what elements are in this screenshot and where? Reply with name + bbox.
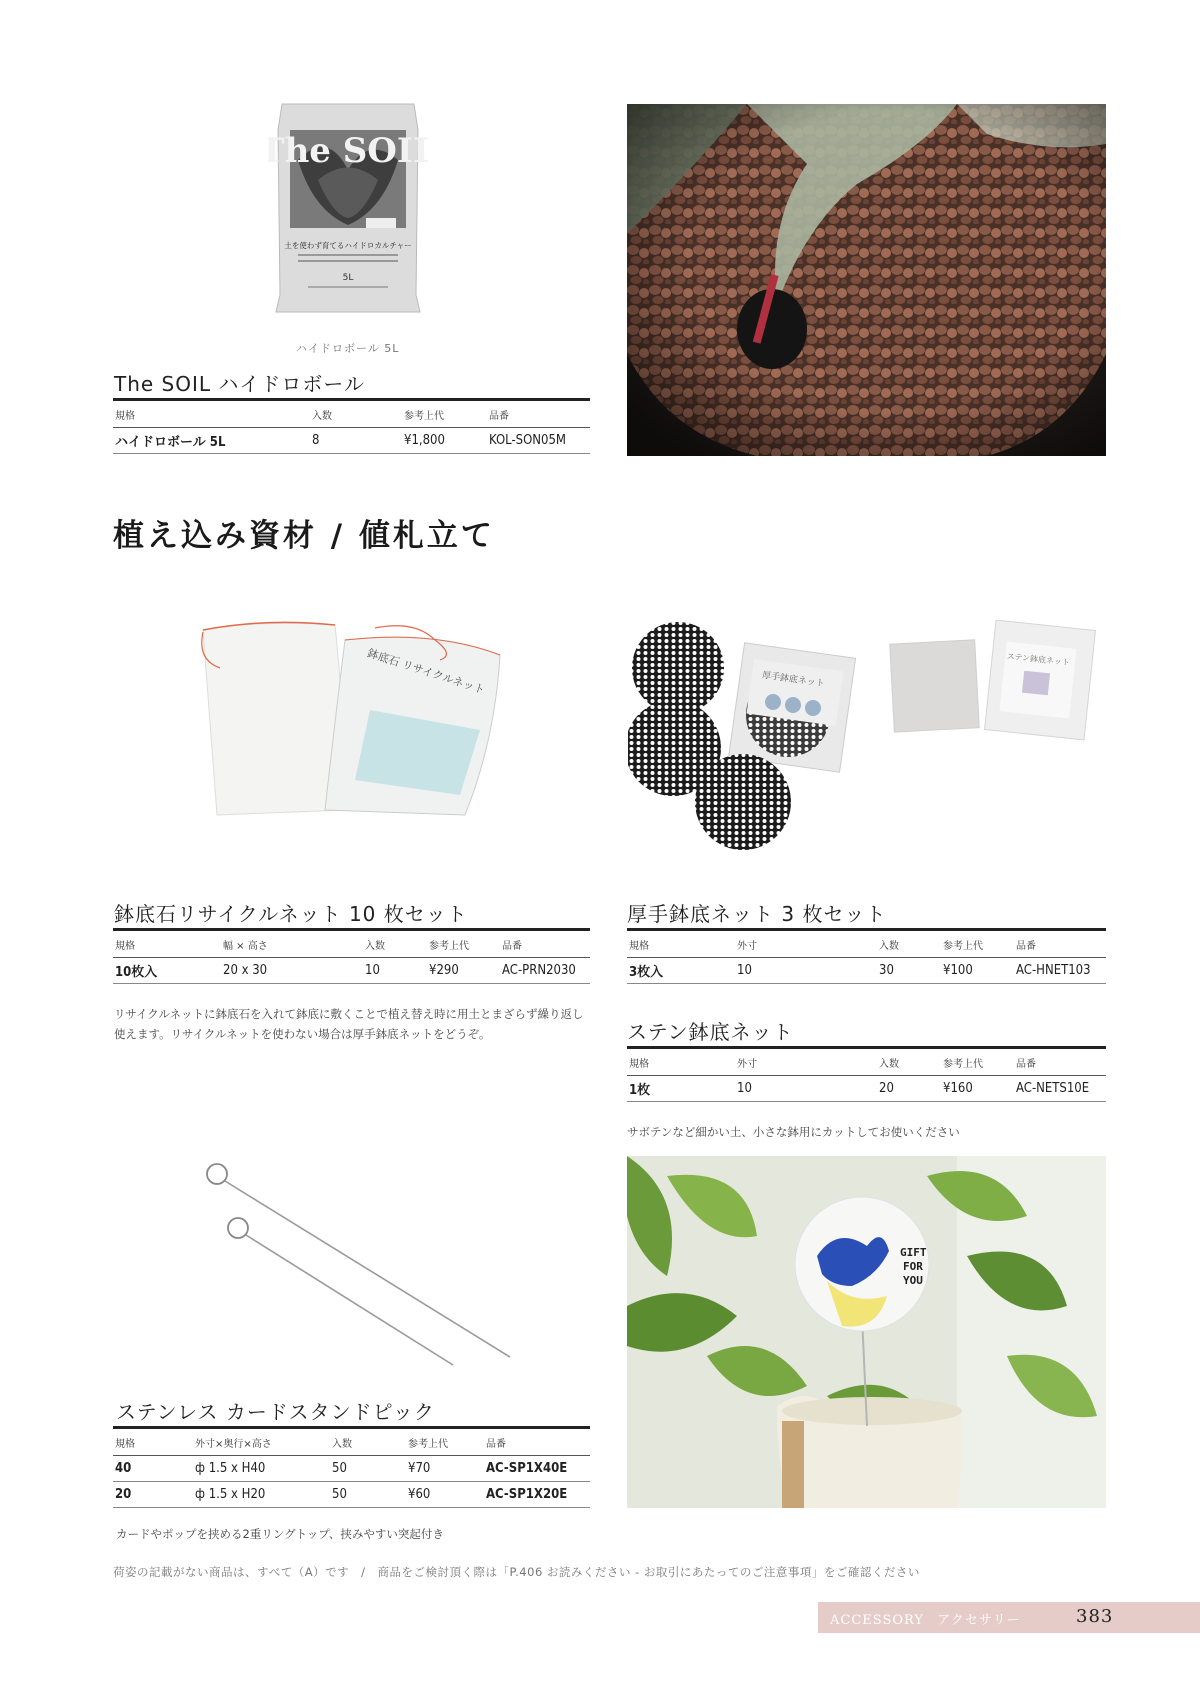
table-row [113, 428, 590, 454]
col-price: 参考上代 [941, 1048, 1014, 1076]
table-row [113, 1482, 590, 1508]
cell-spec: 1枚 [627, 1076, 735, 1102]
card-pick-note: カードやポップを挟める2重リングトップ、挟みやすい突起付き [116, 1527, 444, 1541]
cell-code: AC-NETS10E [1014, 1076, 1106, 1102]
stainless-net-spec-table [627, 1046, 1106, 1102]
cell-code: KOL-SON05M [487, 428, 590, 454]
thick-net-pack-label: 厚手鉢底ネット [761, 670, 826, 690]
col-spec: 規格 [113, 1428, 193, 1456]
col-qty: 入数 [310, 400, 402, 428]
soil-title: The SOIL ハイドロボール [114, 372, 365, 396]
cell-price: ¥70 [406, 1456, 484, 1482]
category-en: ACCESSORY [830, 1613, 924, 1628]
recycle-net-bag-label: 鉢底石 リサイクルネット [365, 646, 487, 697]
hydroball-photo [627, 104, 1106, 456]
soil-caption: ハイドロボール 5L [296, 342, 400, 355]
card-pick-image [195, 1155, 525, 1370]
soil-spec-table [113, 398, 590, 454]
col-code: 品番 [1014, 930, 1106, 958]
cell-dimensions: ф 1.5 x H40 [193, 1456, 330, 1482]
gift-card-line1: GIFT [900, 1246, 927, 1259]
col-code: 品番 [1014, 1048, 1106, 1076]
recycle-net-spec-table [113, 928, 590, 984]
col-dimensions: 外寸×奥行×高さ [193, 1428, 330, 1456]
table-row [627, 1076, 1106, 1102]
recycle-net-note: リサイクルネットに鉢底石を入れて鉢底に敷くことで植え替え時に用土とまざらず繰り返し使えます。リサイクルネットを使わない場合は厚手鉢底ネットをどうぞ。 [114, 1007, 584, 1041]
soil-bag-logo: The SOIL [268, 131, 428, 171]
col-qty: 入数 [877, 1048, 941, 1076]
page-number: 383 [1076, 1606, 1114, 1627]
soil-bag-image [268, 100, 428, 315]
col-qty: 入数 [877, 930, 941, 958]
cell-code: AC-SP1X20E [484, 1482, 590, 1508]
cell-qty: 20 [877, 1076, 941, 1102]
table-header-row [113, 400, 590, 428]
col-code: 品番 [484, 1428, 590, 1456]
stainless-net-image [888, 620, 1103, 750]
cell-price: ¥1,800 [402, 428, 487, 454]
card-pick-title: ステンレス カードスタンドピック [116, 1400, 435, 1424]
col-outer-size: 外寸 [735, 1048, 877, 1076]
section-title: 植え込み資材 / 値札立て [113, 518, 495, 554]
cell-price: ¥290 [427, 958, 500, 984]
recycle-net-image [195, 620, 515, 820]
cell-spec: 20 [113, 1482, 193, 1508]
col-qty: 入数 [363, 930, 427, 958]
stainless-net-title: ステン鉢底ネット [627, 1020, 794, 1044]
col-price: 参考上代 [941, 930, 1014, 958]
col-price: 参考上代 [427, 930, 500, 958]
category-jp: アクセサリー [937, 1613, 1021, 1628]
col-spec: 規格 [627, 1048, 735, 1076]
col-spec: 規格 [627, 930, 735, 958]
cell-spec: ハイドロボール 5L [113, 428, 310, 454]
thick-net-image [628, 620, 858, 852]
table-row [113, 958, 590, 984]
table-row [113, 1456, 590, 1482]
table-header-row [627, 930, 1106, 958]
cell-qty: 30 [877, 958, 941, 984]
cell-outer-size: 10 [735, 1076, 877, 1102]
category-band [818, 1602, 1200, 1633]
cell-qty: 50 [330, 1456, 406, 1482]
stainless-net-pack-label: ステン鉢底ネット [1006, 651, 1071, 668]
cell-code: AC-HNET103 [1014, 958, 1106, 984]
cell-price: ¥160 [941, 1076, 1014, 1102]
cell-code: AC-SP1X40E [484, 1456, 590, 1482]
table-header-row [113, 930, 590, 958]
col-price: 参考上代 [406, 1428, 484, 1456]
gift-card-line2: FOR [903, 1260, 923, 1273]
footer-note: 荷姿の記載がない商品は、すべて（A）です / 商品をご検討頂く際は「P.406 お読みください - お取引にあたってのご注意事項」をご確認ください [113, 1565, 920, 1579]
cell-spec: 10枚入 [113, 958, 221, 984]
cell-qty: 50 [330, 1482, 406, 1508]
recycle-net-title: 鉢底石リサイクルネット 10 枚セット [114, 902, 468, 926]
col-size: 幅 × 高さ [221, 930, 363, 958]
cell-qty: 8 [310, 428, 402, 454]
col-outer-size: 外寸 [735, 930, 877, 958]
cell-qty: 10 [363, 958, 427, 984]
soil-bag-text: 土を使わず育てるハイドロカルチャー [284, 241, 412, 250]
table-header-row [113, 1428, 590, 1456]
col-price: 参考上代 [402, 400, 487, 428]
cell-spec: 40 [113, 1456, 193, 1482]
soil-bag-size: 5L [342, 273, 354, 283]
cell-size: 20 x 30 [221, 958, 363, 984]
col-qty: 入数 [330, 1428, 406, 1456]
col-code: 品番 [500, 930, 590, 958]
col-spec: 規格 [113, 400, 310, 428]
gift-card-photo [627, 1156, 1106, 1508]
card-pick-spec-table [113, 1426, 590, 1508]
stainless-net-note: サボテンなど細かい土、小さな鉢用にカットしてお使いください [627, 1125, 960, 1139]
gift-card-line3: YOU [903, 1274, 923, 1287]
col-code: 品番 [487, 400, 590, 428]
thick-net-title: 厚手鉢底ネット 3 枚セット [627, 902, 887, 926]
cell-dimensions: ф 1.5 x H20 [193, 1482, 330, 1508]
cell-price: ¥60 [406, 1482, 484, 1508]
thick-net-spec-table [627, 928, 1106, 984]
cell-code: AC-PRN2030 [500, 958, 590, 984]
table-row [627, 958, 1106, 984]
category-label [830, 1609, 1021, 1628]
col-spec: 規格 [113, 930, 221, 958]
cell-outer-size: 10 [735, 958, 877, 984]
table-header-row [627, 1048, 1106, 1076]
cell-price: ¥100 [941, 958, 1014, 984]
cell-spec: 3枚入 [627, 958, 735, 984]
